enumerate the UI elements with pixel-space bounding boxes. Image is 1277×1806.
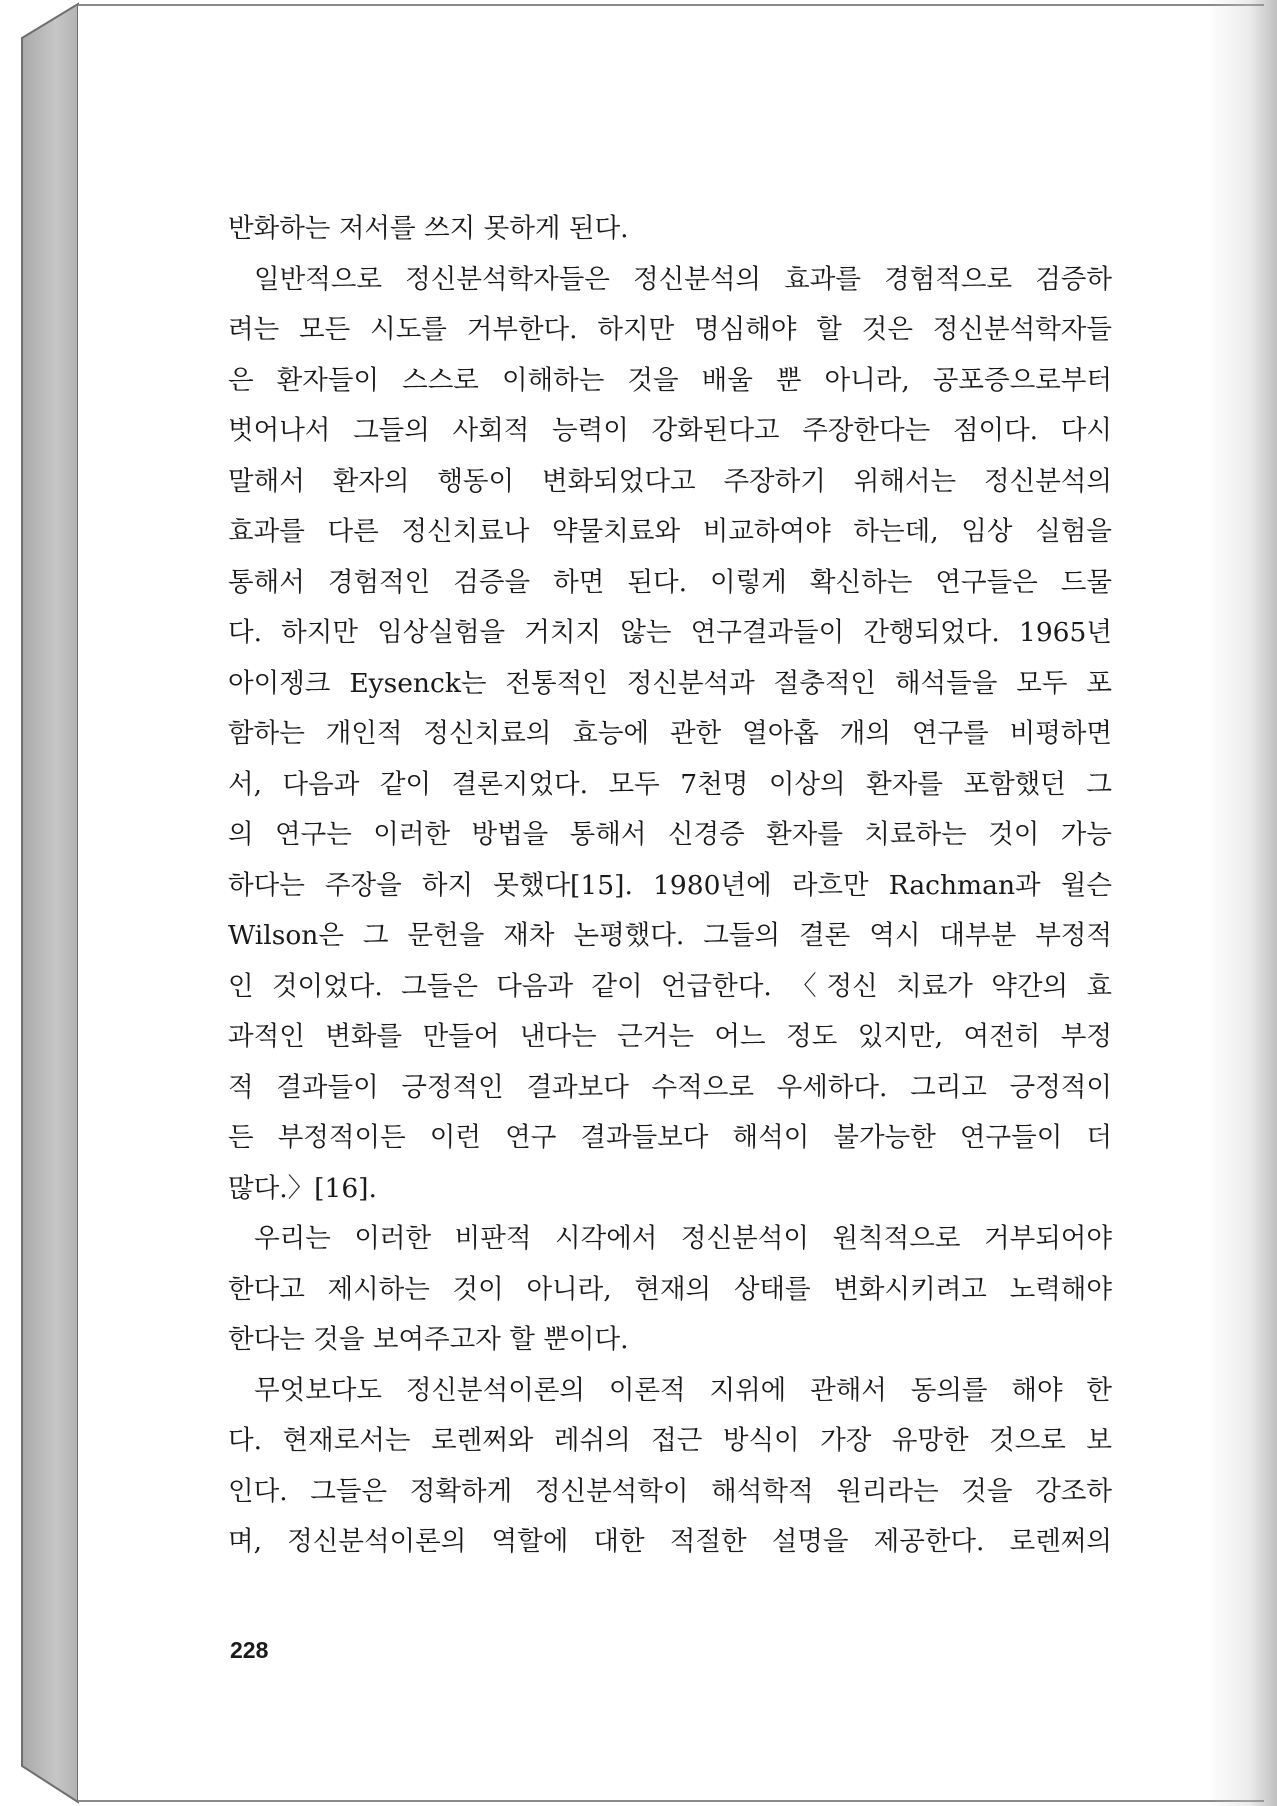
text-line: 든 부정적이든 이런 연구 결과들보다 해석이 불가능한 연구들이 더 <box>228 1122 1112 1153</box>
text-line: 다. 현재로서는 로렌쩌와 레쉬의 접근 방식이 가장 유망한 것으로 보 <box>228 1425 1112 1456</box>
text-line: 며, 정신분석이론의 역할에 대한 적절한 설명을 제공한다. 로렌쩌의 <box>228 1526 1112 1557</box>
text-line: 효과를 다른 정신치료나 약물치료와 비교하여야 하는데, 임상 실험을 <box>228 516 1112 547</box>
text-line: 은 환자들이 스스로 이해하는 것을 배울 뿐 아니라, 공포증으로부터 <box>228 364 1112 396</box>
page-number: 228 <box>230 1637 269 1663</box>
text-line: 서, 다음과 같이 결론지었다. 모두 7천명 이상의 환자를 포함했던 그 <box>228 768 1112 800</box>
text-line: 의 연구는 이러한 방법을 통해서 신경증 환자를 치료하는 것이 가능 <box>228 819 1112 850</box>
text-line: 인다. 그들은 정확하게 정신분석학이 해석학적 원리라는 것을 강조하 <box>228 1475 1112 1507</box>
text-line: 함하는 개인적 정신치료의 효능에 관한 열아홉 개의 연구를 비평하면 <box>228 718 1112 749</box>
text-line: Wilson은 그 문헌을 재차 논평했다. 그들의 결론 역시 대부분 부정적 <box>228 920 1112 951</box>
text-line: 적 결과들이 긍정적인 결과보다 수적으로 우세하다. 그리고 긍정적이 <box>228 1071 1112 1103</box>
text-line: 반화하는 저서를 쓰지 못하게 된다. <box>228 213 629 244</box>
text-line: 인 것이었다. 그들은 다음과 같이 언급한다. 〈정신 치료가 약간의 효 <box>228 970 1112 1002</box>
text-line: 하다는 주장을 하지 못했다[15]. 1980년에 라흐만 Rachman과 윌슨 <box>228 869 1112 901</box>
text-line: 려는 모든 시도를 거부한다. 하지만 명심해야 할 것은 정신분석학자들 <box>228 314 1112 345</box>
text-line: 벗어나서 그들의 사회적 능력이 강화된다고 주장한다는 점이다. 다시 <box>228 415 1112 446</box>
text-line: 아이젱크 Eysenck는 전통적인 정신분석과 절충적인 해석들을 모두 포 <box>228 667 1112 699</box>
text-line: 다. 하지만 임상실험을 거치지 않는 연구결과들이 간행되었다. 1965년 <box>228 617 1112 648</box>
page-edge-shadow <box>1207 0 1277 1806</box>
text-line: 무엇보다도 정신분석이론의 이론적 지위에 관해서 동의를 해야 한 <box>254 1374 1112 1406</box>
text-line: 과적인 변화를 만들어 낸다는 근거는 어느 정도 있지만, 여전히 부정 <box>228 1021 1112 1052</box>
text-line: 한다는 것을 보여주고자 할 뿐이다. <box>228 1324 629 1355</box>
text-line: 한다고 제시하는 것이 아니라, 현재의 상태를 변화시키려고 노력해야 <box>228 1273 1112 1305</box>
body-text <box>228 204 1112 1568</box>
text-line: 많다.〉[16]. <box>228 1172 377 1204</box>
text-line: 일반적으로 정신분석학자들은 정신분석의 효과를 경험적으로 검증하 <box>254 263 1112 295</box>
text-line: 우리는 이러한 비판적 시각에서 정신분석이 원칙적으로 거부되어야 <box>254 1223 1112 1254</box>
text-line: 말해서 환자의 행동이 변화되었다고 주장하기 위해서는 정신분석의 <box>228 465 1112 497</box>
text-line: 통해서 경험적인 검증을 하면 된다. 이렇게 확신하는 연구들은 드물 <box>228 566 1112 598</box>
book-spine <box>0 0 80 1806</box>
